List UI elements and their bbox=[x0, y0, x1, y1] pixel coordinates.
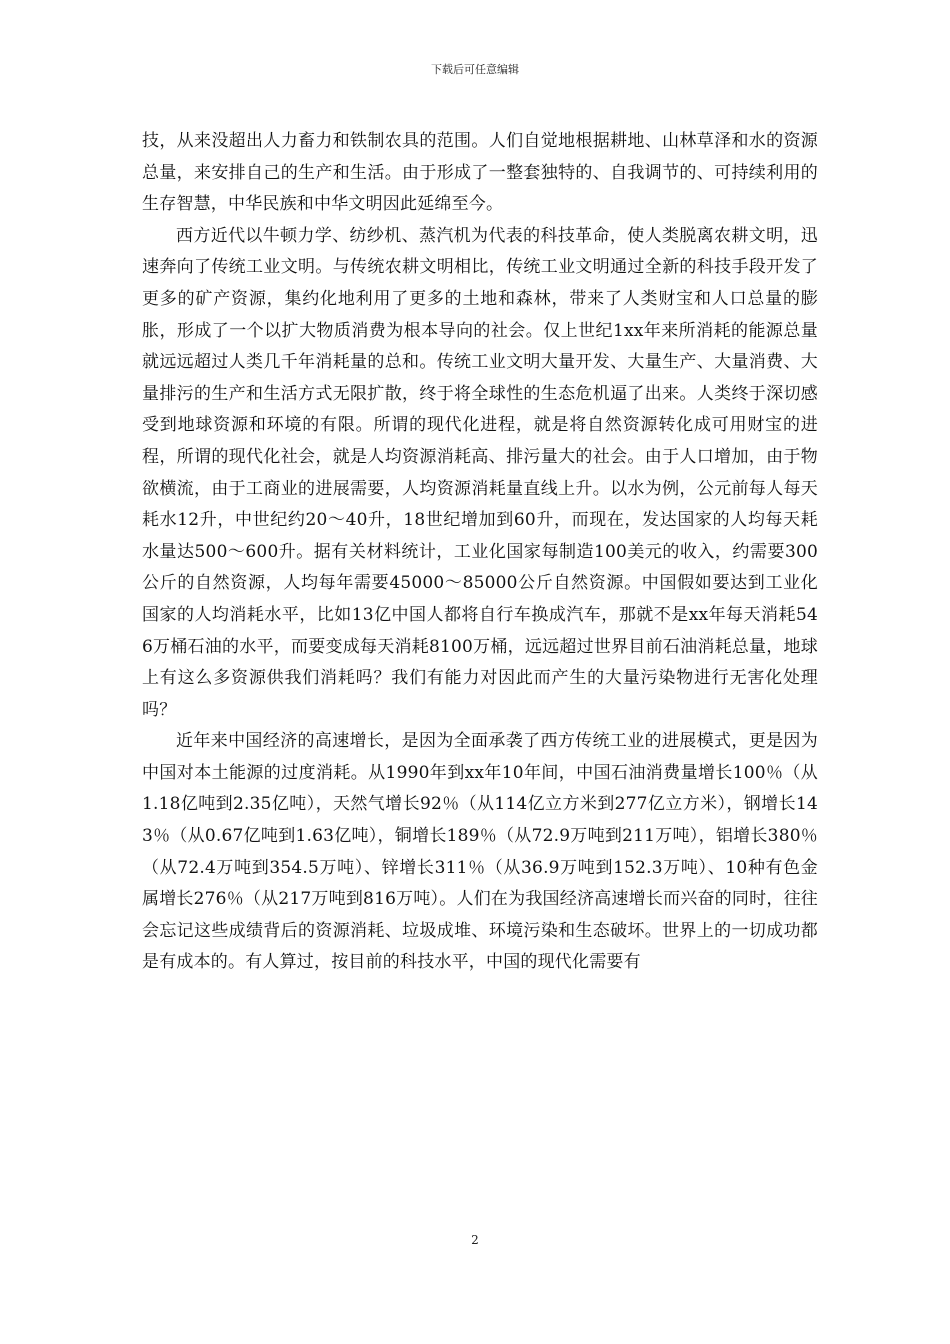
paragraph-continued: 技，从来没超出人力畜力和铁制农具的范围。人们自觉地根据耕地、山林草泽和水的资源总量，来安排自己的生产和生活。由于形成了一整套独特的、自我调节的、可持续利用的生存智慧，中华民族和中华文明因此延绵至今。 bbox=[142, 131, 818, 215]
paragraph-china-resource-consumption: 近年来中国经济的高速增长，是因为全面承袭了西方传统工业的进展模式，更是因为中国对本土能源的过度消耗。从1990年到xx年10年间，中国石油消费量增长100％（从1.18亿吨到2.35亿吨），天然气增长92％（从114亿立方米到277亿立方米），钢增长143％（从0.67亿吨到1.63亿吨），铜增长189％（从72.9万吨到211万吨），铝增长380％（从72.4万吨到354.5万吨）、锌增长311％（从36.9万吨到152.3万吨）、10种有色金属增长276％（从217万吨到816万吨）。人们在为我国经济高速增长而兴奋的同时，往往会忘记这些成绩背后的资源消耗、垃圾成堆、环境污染和生态破坏。世界上的一切成功都是有成本的。有人算过，按目前的科技水平，中国的现代化需要有 bbox=[142, 731, 818, 973]
page-header: 下载后可任意编辑 bbox=[431, 63, 519, 76]
body-text bbox=[142, 126, 818, 979]
paragraph-western-industrial-civilization: 西方近代以牛顿力学、纺纱机、蒸汽机为代表的科技革命，使人类脱离农耕文明，迅速奔向了传统工业文明。与传统农耕文明相比，传统工业文明通过全新的科技手段开发了更多的矿产资源，集约化地利用了更多的土地和森林，带来了人类财宝和人口总量的膨胀，形成了一个以扩大物质消费为根本导向的社会。仅上世纪1xx年来所消耗的能源总量就远远超过人类几千年消耗量的总和。传统工业文明大量开发、大量生产、大量消费、大量排污的生产和生活方式无限扩散，终于将全球性的生态危机逼了出来。人类终于深切感受到地球资源和环境的有限。所谓的现代化进程，就是将自然资源转化成可用财宝的进程，所谓的现代化社会，就是人均资源消耗高、排污量大的社会。由于人口增加，由于物欲横流，由于工商业的进展需要，人均资源消耗量直线上升。以水为例，公元前每人每天耗水12升，中世纪约20～40升，18世纪增加到60升，而现在，发达国家的人均每天耗水量达500～600升。据有关材料统计，工业化国家每制造100美元的收入，约需要300公斤的自然资源，人均每年需要45000～85000公斤自然资源。中国假如要达到工业化国家的人均消耗水平，比如13亿中国人都将自行车换成汽车，那就不是xx年每天消耗546万桶石油的水平，而要变成每天消耗8100万桶，远远超过世界目前石油消耗总量，地球上有这么多资源供我们消耗吗？我们有能力对因此而产生的大量污染物进行无害化处理吗？ bbox=[142, 225, 818, 720]
page-number: 2 bbox=[471, 1233, 479, 1247]
